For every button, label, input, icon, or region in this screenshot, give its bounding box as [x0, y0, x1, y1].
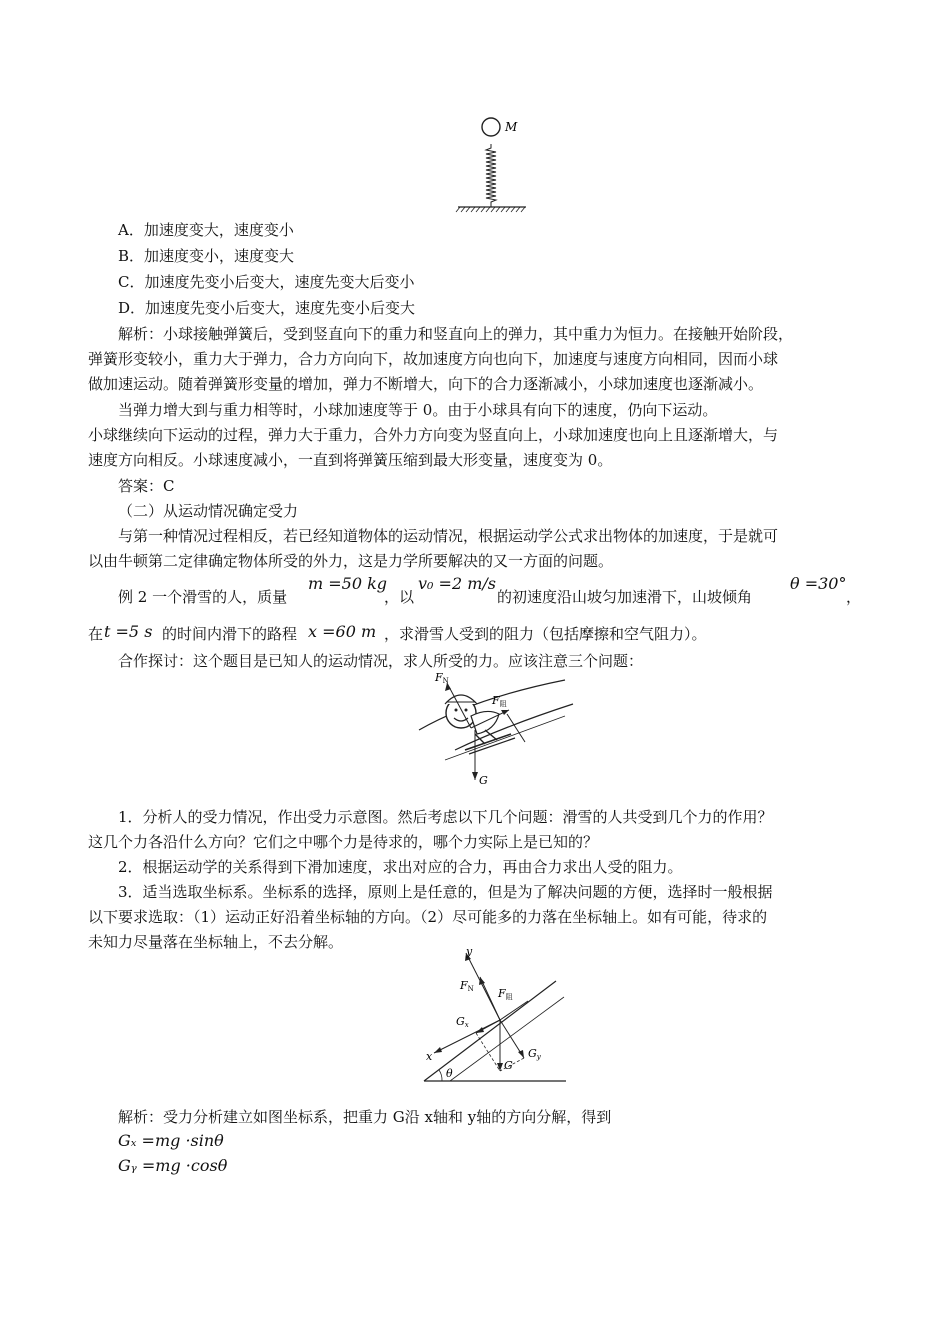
g-label: G — [504, 1059, 513, 1072]
fz-label: F阻 — [492, 694, 507, 708]
section2-heading: （二）从运动情况确定受力 — [118, 502, 299, 520]
example2-time: t =5 s — [104, 622, 153, 641]
option-d: D．加速度先变小后变大，速度先变小后变大 — [118, 299, 416, 317]
ball-label: M — [505, 120, 518, 134]
option-b: B．加速度变小，速度变大 — [118, 247, 295, 265]
step3-line3: 未知力尽量落在坐标轴上，不去分解。 — [88, 933, 344, 951]
analysis1-line1: 解析：小球接触弹簧后，受到竖直向下的重力和竖直向上的弹力，其中重力为恒力。在接触开始阶段， — [118, 325, 794, 343]
theta-label: θ — [446, 1067, 453, 1080]
fn-label: FN — [435, 671, 449, 685]
step3-line1: 3．适当选取坐标系。坐标系的选择，原则上是任意的，但是为了解决问题的方便，选择时一般根据 — [118, 883, 773, 901]
example2-part2: ，以 — [384, 588, 415, 606]
section2-line1: 与第一种情况过程相反，若已经知道物体的运动情况，根据运动学公式求出物体的加速度，于是就可 — [118, 527, 779, 545]
analysis1-line6: 速度方向相反。小球速度减小，一直到将弹簧压缩到最大形变量，速度变为 0。 — [88, 451, 613, 469]
fn-label: FN — [460, 979, 474, 993]
example2-part4: ， — [846, 588, 862, 606]
step1-line1: 1．分析人的受力情况，作出受力示意图。然后考虑以下几个问题：滑雪的人共受到几个力的作用？ — [118, 808, 773, 826]
example2-part5: 在 — [88, 625, 104, 643]
section2-line2: 以由牛顿第二定律确定物体所受的外力，这是力学所要解决的又一方面的问题。 — [88, 552, 614, 570]
discussion: 合作探讨：这个题目是已知人的运动情况，求人所受的力。应该注意三个问题： — [118, 652, 644, 670]
y-label: y — [466, 945, 473, 958]
analysis1-line3: 做加速运动。随着弹簧形变量的增加，弹力不断增大，向下的合力逐渐减小，小球加速度也逐渐减小。 — [88, 375, 764, 393]
x-label: x — [426, 1050, 433, 1063]
example2-part1: 例 2 一个滑雪的人，质量 — [118, 588, 288, 606]
analysis2-line: 解析：受力分析建立如图坐标系，把重力 G沿 x轴和 y轴的方向分解，得到 — [118, 1108, 612, 1126]
step2: 2．根据运动学的关系得到下滑加速度，求出对应的合力，再由合力求出人受的阻力。 — [118, 858, 683, 876]
analysis2-eq1: Gₓ =mg ·sinθ — [118, 1131, 224, 1150]
example2-part3: 的初速度沿山坡匀加速滑下，山坡倾角 — [497, 588, 753, 606]
step1-line2: 这几个力各沿什么方向？它们之中哪个力是待求的，哪个力实际上是已知的？ — [88, 833, 599, 851]
option-a: A．加速度变大，速度变小 — [118, 221, 294, 239]
coordinate-figure — [420, 945, 570, 1085]
g-label: G — [479, 774, 488, 787]
analysis2-eq2: Gᵧ =mg ·cosθ — [118, 1156, 228, 1175]
skier-figure — [415, 668, 575, 793]
gx-label: Gx — [456, 1015, 469, 1029]
example2-dist: x =60 m — [308, 622, 377, 641]
ball — [482, 118, 500, 136]
answer: 答案：C — [118, 477, 175, 495]
example2-part6: 的时间内滑下的路程 — [162, 625, 298, 643]
example2-theta: θ =30° — [790, 574, 847, 593]
example2-mass: m =50 kg — [308, 574, 388, 593]
fz-label: F阻 — [498, 987, 513, 1001]
analysis1-line2: 弹簧形变较小，重力大于弹力，合力方向向下，故加速度方向也向下，加速度与速度方向相同，因而小球 — [88, 350, 779, 368]
step3-line2: 以下要求选取：（1）运动正好沿着坐标轴的方向。（2）尽可能多的力落在坐标轴上。如有可能，待求的 — [88, 908, 768, 926]
gy-label: Gy — [528, 1047, 541, 1061]
option-c: C．加速度先变小后变大，速度先变大后变小 — [118, 273, 415, 291]
analysis1-line4: 当弹力增大到与重力相等时，小球加速度等于 0。由于小球具有向下的速度，仍向下运动。 — [118, 401, 718, 419]
example2-v0: v₀ =2 m/s — [418, 574, 496, 593]
example2-part7: ，求滑雪人受到的阻力（包括摩擦和空气阻力）。 — [384, 625, 707, 643]
analysis1-line5: 小球继续向下运动的过程，弹力大于重力，合外力方向变为竖直向上，小球加速度也向上且逐渐增大，与 — [88, 426, 779, 444]
spring — [486, 144, 496, 207]
spring-figure — [450, 112, 540, 217]
